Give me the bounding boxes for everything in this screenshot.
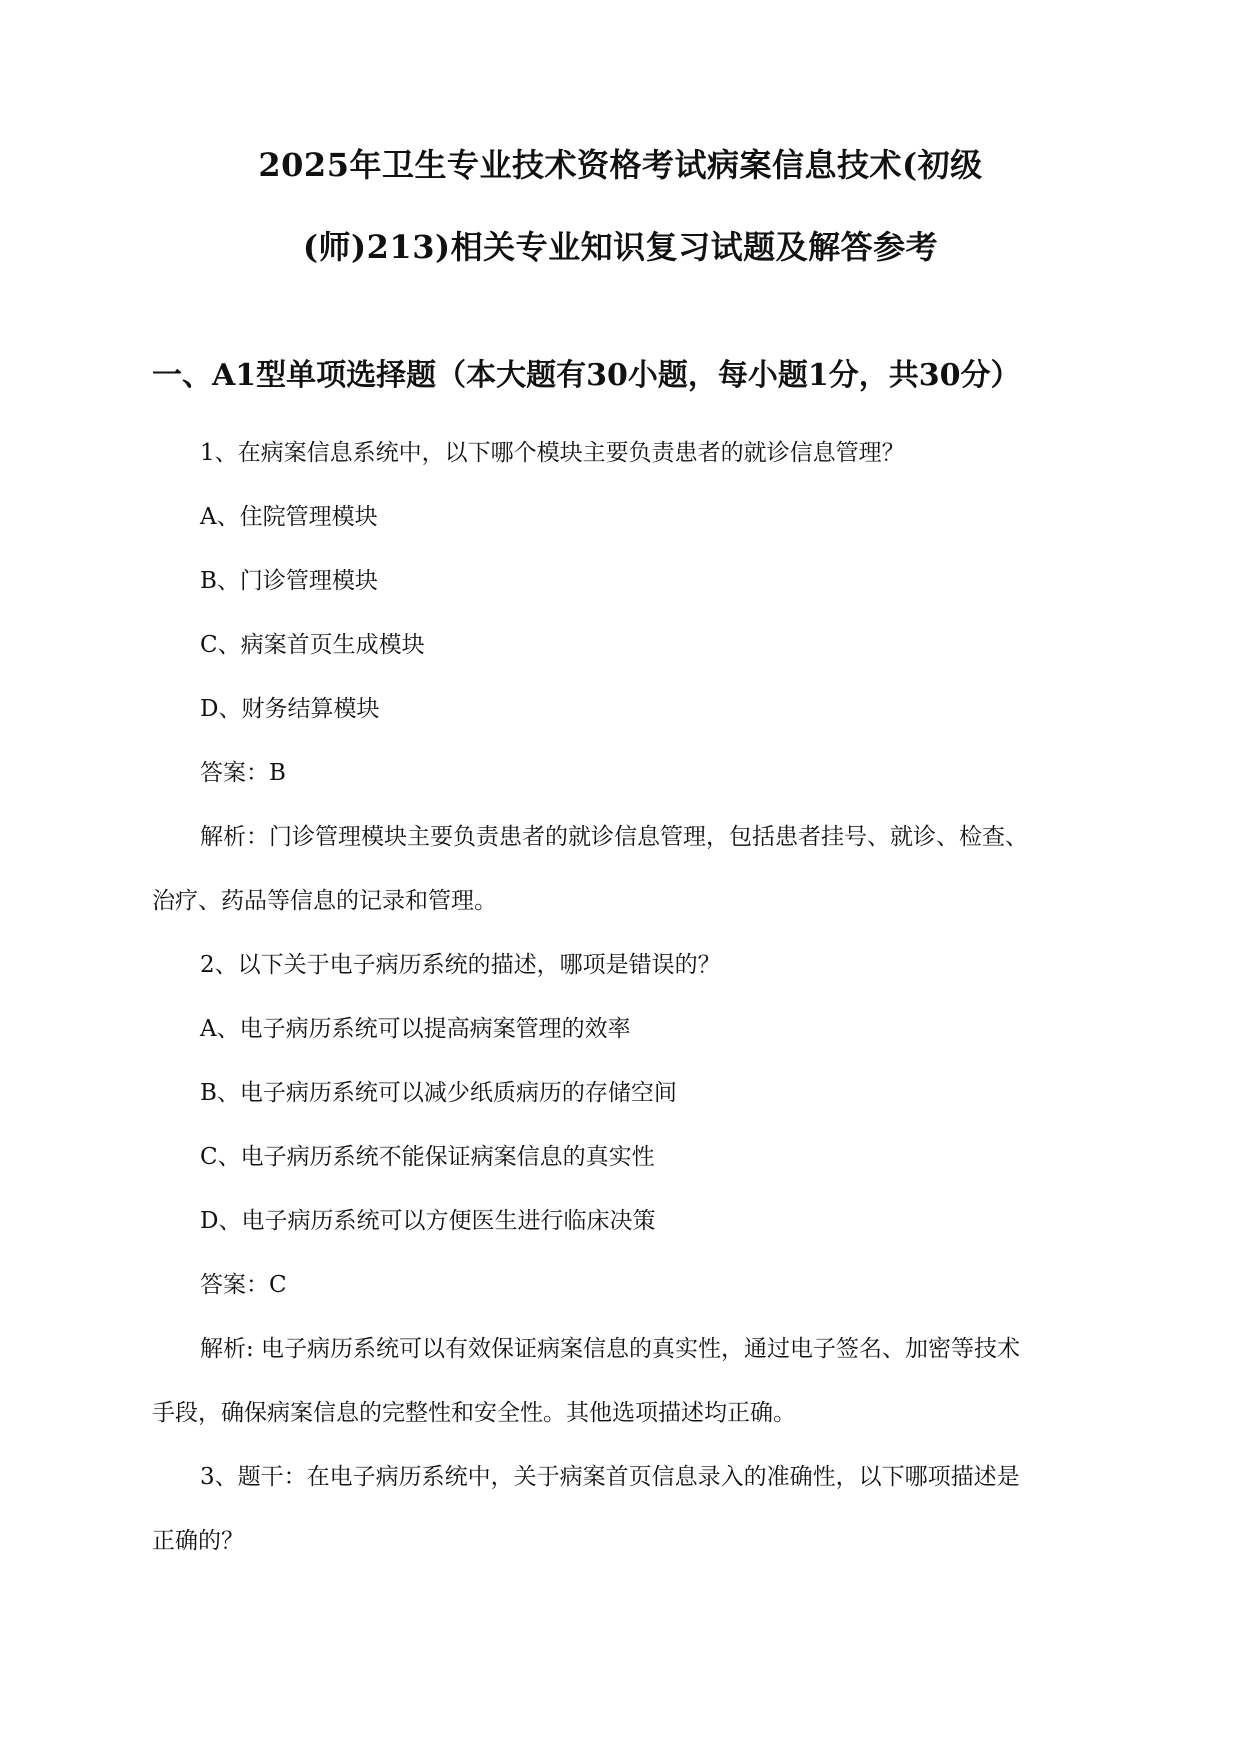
- question-1-answer: 答案：B: [200, 760, 286, 786]
- question-1-analysis-line-2: 治疗、药品等信息的记录和管理。: [152, 888, 497, 914]
- question-2-option-d: D、电子病历系统可以方便医生进行临床决策: [200, 1208, 656, 1234]
- question-1-option-d: D、财务结算模块: [200, 696, 380, 722]
- question-1-option-a: A、住院管理模块: [200, 504, 378, 530]
- question-1-option-b: B、门诊管理模块: [200, 568, 378, 594]
- question-2-stem: 2、以下关于电子病历系统的描述，哪项是错误的？: [200, 952, 721, 978]
- question-1-stem: 1、在病案信息系统中，以下哪个模块主要负责患者的就诊信息管理？: [200, 440, 905, 466]
- question-2-analysis-line-2: 手段，确保病案信息的完整性和安全性。其他选项描述均正确。: [152, 1400, 796, 1426]
- document-title-line-1: 2025年卫生专业技术资格考试病案信息技术(初级: [258, 146, 983, 184]
- question-2-option-c: C、电子病历系统不能保证病案信息的真实性: [200, 1144, 655, 1170]
- question-1-analysis-line-1: 解析：门诊管理模块主要负责患者的就诊信息管理，包括患者挂号、就诊、检查、: [200, 824, 1028, 850]
- question-2-option-a: A、电子病历系统可以提高病案管理的效率: [200, 1016, 631, 1042]
- question-3-stem-line-2: 正确的？: [152, 1528, 244, 1554]
- question-3-stem-line-1: 3、题干：在电子病历系统中，关于病案首页信息录入的准确性，以下哪项描述是: [200, 1464, 1020, 1490]
- question-1-option-c: C、病案首页生成模块: [200, 632, 425, 658]
- document-title-line-2: (师)213)相关专业知识复习试题及解答参考: [302, 228, 939, 266]
- question-2-analysis-line-1: 解析: 电子病历系统可以有效保证病案信息的真实性，通过电子签名、加密等技术: [200, 1336, 1021, 1362]
- section-heading: 一、A1型单项选择题（本大题有30小题，每小题1分，共30分）: [152, 358, 1021, 393]
- question-2-option-b: B、电子病历系统可以减少纸质病历的存储空间: [200, 1080, 677, 1106]
- question-2-answer: 答案：C: [200, 1272, 287, 1298]
